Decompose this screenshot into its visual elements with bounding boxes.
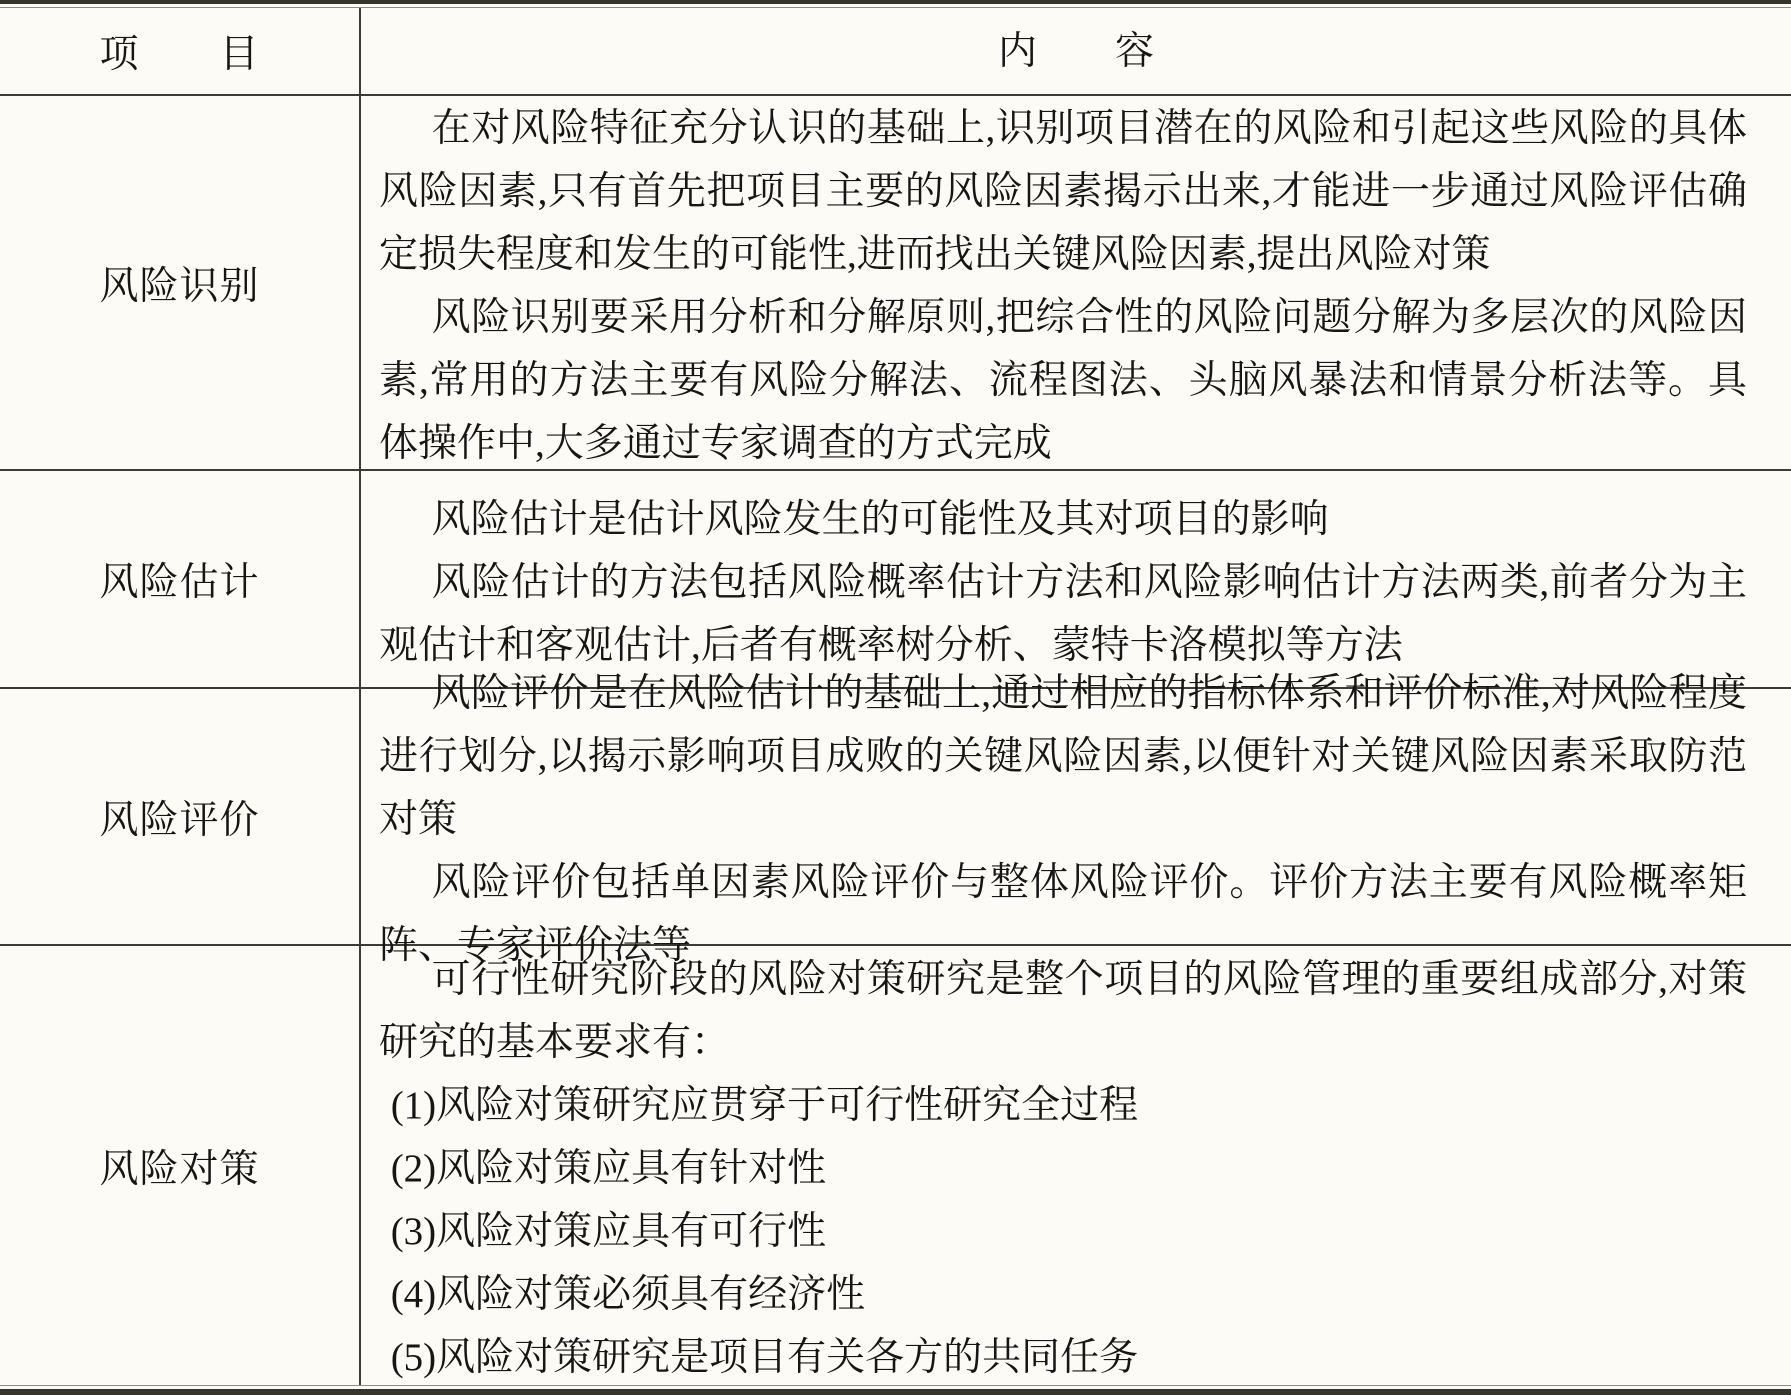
content-paragraph: 风险评价是在风险估计的基础上,通过相应的指标体系和评价标准,对风险程度进行划分,以揭示影响项目成败的关键风险因素,以便针对关键风险因素采取防范对策: [379, 672, 1747, 841]
bottom-thick-rule: [0, 1389, 1791, 1395]
row-label-risk-identification: 风险识别: [0, 96, 361, 469]
content-paragraph: 在对风险特征充分认识的基础上,识别项目潜在的风险和引起这些风险的具体风险因素,只有首先把项目主要的风险因素揭示出来,才能进一步通过风险评估确定损失程度和发生的可能性,进而找出关键风险因素,提出风险对策: [379, 106, 1747, 276]
row-content-risk-countermeasures: [361, 946, 1791, 1385]
content-paragraph: 风险识别要采用分析和分解原则,把综合性的风险问题分解为多层次的风险因素,常用的方法主要有风险分解法、流程图法、头脑风暴法和情景分析法等。具体操作中,大多通过专家调查的方式完成: [379, 295, 1747, 465]
column-header-item: 项 目: [0, 8, 361, 94]
column-header-content: 内 容: [997, 29, 1154, 73]
table-row-risk-estimation: [0, 471, 1791, 689]
content-paragraph: 风险评价包括单因素风险评价与整体风险评价。评价方法主要有风险概率矩阵、专家评价法等: [379, 861, 1747, 967]
table-row-risk-countermeasures: [0, 946, 1791, 1385]
content-paragraph: 风险估计的方法包括风险概率估计方法和风险影响估计方法两类,前者分为主观估计和客观估计,后者有概率树分析、蒙特卡洛模拟等方法: [379, 560, 1747, 667]
row-label-risk-countermeasures: 风险对策: [0, 946, 361, 1385]
table-row-risk-evaluation: [0, 672, 1791, 967]
content-paragraph: 风险估计是估计风险发生的可能性及其对项目的影响: [431, 497, 1329, 541]
row-label-risk-evaluation: 风险评价: [0, 689, 361, 944]
row-content-risk-evaluation: [361, 672, 1791, 967]
list-item-4: (4)风险对策必须具有经济性: [390, 1273, 866, 1316]
risk-analysis-table: [0, 8, 1791, 1385]
list-item-1: (1)风险对策研究应贯穿于可行性研究全过程: [390, 1084, 1139, 1127]
list-item-3: (3)风险对策应具有可行性: [390, 1210, 827, 1253]
row-content-risk-estimation: [361, 471, 1791, 687]
row-label-risk-estimation: 风险估计: [0, 471, 361, 687]
bottom-thin-rule: [0, 1385, 1791, 1386]
table-header-row: [0, 8, 1791, 96]
top-thick-rule: [0, 0, 1791, 4]
list-item-5: (5)风险对策研究是项目有关各方的共同任务: [390, 1336, 1139, 1379]
row-content-risk-identification: [361, 96, 1791, 469]
content-paragraph: 可行性研究阶段的风险对策研究是整个项目的风险管理的重要组成部分,对策研究的基本要求有：: [379, 958, 1747, 1064]
list-item-2: (2)风险对策应具有针对性: [390, 1147, 827, 1190]
table-row-risk-identification: [0, 96, 1791, 471]
